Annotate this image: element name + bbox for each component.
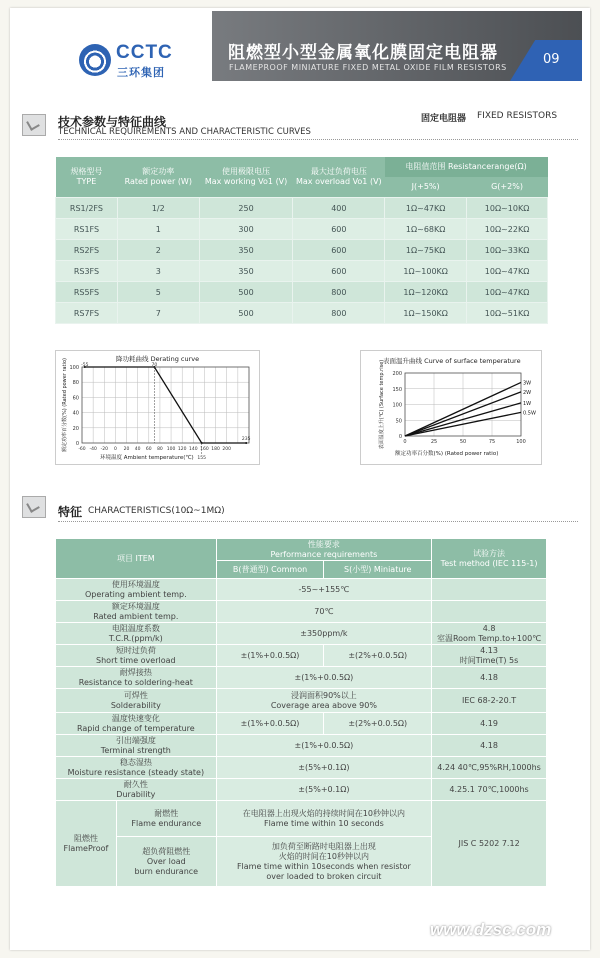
- x-tick-label: -20: [100, 447, 108, 452]
- char-test: 4.24 40℃,95%RH,1000hs: [432, 757, 547, 779]
- page-title: 阻燃型小型金属氧化膜固定电阻器: [228, 43, 498, 63]
- spec-cell: 3: [117, 261, 199, 282]
- logo-subtext: 三环集团: [117, 66, 165, 79]
- y-tick-label: 80: [72, 380, 79, 387]
- char-item: 耐焊接热 Resistance to soldering-heat: [56, 667, 217, 689]
- annotation-label: 155: [197, 456, 206, 461]
- char-row: [56, 623, 547, 645]
- char-perf: ±(1%+0.0.5Ω): [216, 667, 431, 689]
- x-tick-label: 100: [516, 439, 526, 445]
- char-row: [56, 601, 547, 623]
- spec-row: [56, 240, 548, 261]
- x-tick-label: 60: [145, 447, 152, 452]
- fixed-resistors-label-en: FIXED RESISTORS: [477, 111, 558, 121]
- char-row: [56, 689, 547, 713]
- char-test: 4.25.1 70℃,1000hs: [432, 779, 547, 801]
- spec-cell: 1Ω~100KΩ: [385, 261, 467, 282]
- spec-row: [56, 219, 548, 240]
- x-tick-label: 120: [177, 447, 187, 452]
- flameproof-label: 阻燃性 FlameProof: [56, 801, 117, 887]
- spec-cell: RS5FS: [56, 282, 118, 303]
- char-common: ±(1%+0.0.5Ω): [216, 645, 324, 667]
- y-tick-label: 40: [72, 410, 79, 417]
- spec-cell: 1Ω~47KΩ: [385, 198, 467, 219]
- page-subtitle: FLAMEPROOF MINIATURE FIXED METAL OXIDE FILM RESISTORS: [229, 63, 507, 72]
- char-perf: ±350ppm/k: [216, 623, 431, 645]
- x-tick-label: 50: [459, 439, 467, 445]
- section2-title-cn: 特征: [58, 505, 83, 519]
- char-perf: ±(1%+0.0.5Ω): [216, 735, 431, 757]
- spec-cell: 800: [293, 303, 385, 324]
- spec-cell: 10Ω~51KΩ: [467, 303, 548, 324]
- y-axis-label: 额定功率百分数(%) (Rated power ratio): [62, 358, 68, 452]
- chart-title: 降功耗曲线 Derating curve: [116, 355, 200, 363]
- flameproof-test: JIS C 5202 7.12: [432, 801, 547, 887]
- flame-endurance-perf: 在电阻器上出现火焰的持续时间在10秒钟以内 Flame time within 10 seconds: [216, 801, 431, 837]
- y-tick-label: 60: [72, 395, 79, 402]
- char-perf: ±(5%+0.1Ω): [216, 757, 431, 779]
- char-test: [432, 601, 547, 623]
- plot-frame: [82, 367, 249, 443]
- spec-cell: 300: [199, 219, 293, 240]
- perf-header: 性能要求 Performance requirements: [216, 539, 431, 561]
- data-point: [245, 442, 247, 444]
- spec-cell: RS7FS: [56, 303, 118, 324]
- logo-text: CCTC: [116, 42, 173, 63]
- spec-cell: 10Ω~47KΩ: [467, 261, 548, 282]
- x-tick-label: -40: [89, 447, 97, 452]
- logo-icon: [79, 44, 111, 76]
- derating-line: [85, 367, 246, 443]
- char-item: 使用环境温度 Operating ambient temp.: [56, 579, 217, 601]
- char-perf: 70℃: [216, 601, 431, 623]
- char-row: [56, 667, 547, 689]
- spec-cell: 5: [117, 282, 199, 303]
- series-label: 3W: [523, 380, 532, 387]
- spec-cell: 1Ω~68KΩ: [385, 219, 467, 240]
- x-tick-label: 160: [200, 447, 209, 452]
- char-item: 耐久性 Durability: [56, 779, 217, 801]
- series-label: 2W: [523, 389, 532, 396]
- char-test: 4.19: [432, 713, 547, 735]
- section-icon: [22, 496, 46, 518]
- x-tick-label: 40: [134, 447, 141, 452]
- characteristics-table: [55, 538, 547, 887]
- surface-temp-chart: [361, 351, 541, 464]
- char-test: IEC 68-2-20.T: [432, 689, 547, 713]
- spec-cell: RS3FS: [56, 261, 118, 282]
- spec-cell: 10Ω~22KΩ: [467, 219, 548, 240]
- x-tick-label: 200: [222, 447, 232, 452]
- surface-temp-chart-panel: [360, 350, 542, 465]
- spec-table: [55, 157, 548, 324]
- char-row: [56, 713, 547, 735]
- x-tick-label: 25: [430, 439, 438, 445]
- char-row: [56, 735, 547, 757]
- spec-cell: RS1FS: [56, 219, 118, 240]
- y-tick-label: 0: [75, 441, 79, 447]
- x-tick-label: 80: [157, 447, 163, 452]
- char-miniature: ±(2%+0.0.5Ω): [324, 645, 432, 667]
- char-row: [56, 645, 547, 667]
- y-tick-label: 0: [398, 434, 402, 440]
- x-axis-label: 环境温度 Ambient temperature(℃): [100, 455, 194, 461]
- derating-chart: [56, 351, 259, 464]
- y-tick-label: 100: [69, 365, 79, 371]
- char-item: 温度快速变化 Rapid change of temperature: [56, 713, 217, 735]
- spec-cell: 1: [117, 219, 199, 240]
- char-common: ±(1%+0.0.5Ω): [216, 713, 324, 735]
- y-tick-label: 20: [72, 425, 79, 432]
- spec-cell: 1/2: [117, 198, 199, 219]
- item-header: 项目 ITEM: [56, 539, 217, 579]
- spec-cell: 500: [199, 282, 293, 303]
- x-axis-label: 额定功率百分数(%) (Rated power ratio): [395, 451, 499, 457]
- col-g-header: G(+2%): [467, 177, 548, 198]
- spec-cell: 500: [199, 303, 293, 324]
- series-label: 1W: [523, 400, 532, 407]
- col-range-header: 电阻值范围 Resistancerange(Ω): [385, 157, 548, 177]
- char-perf: -55~+155℃: [216, 579, 431, 601]
- char-perf: ±(5%+0.1Ω): [216, 779, 431, 801]
- chart-title: 表面温升曲线 Curve of surface temperature: [383, 357, 521, 365]
- spec-row: [56, 198, 548, 219]
- y-tick-label: 100: [392, 402, 402, 409]
- test-header: 试验方法 Test method (IEC 115-1): [432, 539, 547, 579]
- series-label: 0.5W: [523, 410, 536, 417]
- spec-cell: 350: [199, 261, 293, 282]
- char-item: 电阻温度系数 T.C.R.(ppm/k): [56, 623, 217, 645]
- char-test: 4.8 室温Room Temp.to+100℃: [432, 623, 547, 645]
- watermark: www.dzsc.com: [430, 920, 552, 939]
- char-perf: 浸润面积90%以上 Coverage area above 90%: [216, 689, 431, 713]
- spec-cell: 350: [199, 240, 293, 261]
- spec-cell: 1Ω~75KΩ: [385, 240, 467, 261]
- spec-row: [56, 261, 548, 282]
- section2-title-en: CHARACTERISTICS(10Ω~1MΩ): [88, 506, 225, 516]
- spec-cell: RS2FS: [56, 240, 118, 261]
- spec-cell: 1Ω~120KΩ: [385, 282, 467, 303]
- char-test: 4.18: [432, 735, 547, 757]
- spec-cell: 10Ω~10KΩ: [467, 198, 548, 219]
- overload-burn-label: 超负荷阻燃性 Over load burn endurance: [116, 837, 216, 887]
- y-tick-label: 150: [392, 386, 402, 393]
- char-test: [432, 579, 547, 601]
- flame-endurance-label: 耐燃性 Flame endurance: [116, 801, 216, 837]
- col-overload-voltage-header: 最大过负荷电压 Max overload Vo1 (V): [293, 157, 385, 198]
- col-power-header: 额定功率 Rated power (W): [117, 157, 199, 198]
- x-tick-label: -60: [78, 447, 86, 452]
- char-test: 4.18: [432, 667, 547, 689]
- char-item: 可焊性 Solderability: [56, 689, 217, 713]
- spec-cell: 800: [293, 282, 385, 303]
- miniature-header: S(小型) Miniature: [324, 561, 432, 579]
- spec-cell: 600: [293, 219, 385, 240]
- divider: [58, 521, 578, 522]
- spec-cell: 1Ω~150KΩ: [385, 303, 467, 324]
- annotation-label: -55: [81, 363, 89, 368]
- char-miniature: ±(2%+0.0.5Ω): [324, 713, 432, 735]
- section-icon: [22, 114, 46, 136]
- spec-cell: 400: [293, 198, 385, 219]
- overload-burn-perf: 加负荷至断路时电阻器上出现 火焰的时间在10秒钟以内 Flame time within 10seconds when resistor over loaded to broken circuit: [216, 837, 431, 887]
- fixed-resistors-label-cn: 固定电阻器: [421, 114, 467, 124]
- char-row: [56, 757, 547, 779]
- char-row: [56, 579, 547, 601]
- x-tick-label: 75: [488, 439, 496, 445]
- char-test: 4.13 时间Time(T) 5s: [432, 645, 547, 667]
- common-header: B(普通型) Common: [216, 561, 324, 579]
- y-tick-label: 200: [392, 371, 402, 377]
- char-item: 短时过负荷 Short time overload: [56, 645, 217, 667]
- col-type-header: 规格型号 TYPE: [56, 157, 118, 198]
- section1-title-en: TECHNICAL REQUIREMENTS AND CHARACTERISTIC CURVES: [58, 127, 311, 137]
- spec-cell: 250: [199, 198, 293, 219]
- x-tick-label: 0: [113, 447, 117, 452]
- spec-cell: 600: [293, 261, 385, 282]
- spec-cell: 10Ω~47KΩ: [467, 282, 548, 303]
- spec-row: [56, 303, 548, 324]
- x-tick-label: 20: [123, 447, 130, 452]
- spec-row: [56, 282, 548, 303]
- spec-cell: 600: [293, 240, 385, 261]
- annotation-label: 235: [241, 437, 251, 442]
- col-j-header: J(+5%): [385, 177, 467, 198]
- section1-title-cn: 技术参数与特征曲线: [58, 115, 167, 129]
- y-tick-label: 50: [395, 418, 402, 425]
- x-tick-label: 100: [166, 447, 176, 452]
- divider: [58, 139, 578, 140]
- spec-cell: RS1/2FS: [56, 198, 118, 219]
- spec-cell: 7: [117, 303, 199, 324]
- derating-chart-panel: [55, 350, 260, 465]
- col-working-voltage-header: 使用极限电压 Max working Vo1 (V): [199, 157, 293, 198]
- annotation-label: 70: [151, 363, 158, 368]
- char-row: [56, 779, 547, 801]
- spec-cell: 2: [117, 240, 199, 261]
- page-number: 09: [543, 52, 560, 67]
- x-tick-label: 140: [189, 447, 198, 452]
- char-item: 引出端强度 Terminal strength: [56, 735, 217, 757]
- y-axis-label: 表面温度上升(℃) (Surface temp.rise): [379, 359, 385, 450]
- char-item: 额定环境温度 Rated ambient temp.: [56, 601, 217, 623]
- char-item: 稳态湿热 Moisture resistance (steady state): [56, 757, 217, 779]
- x-tick-label: 180: [211, 447, 220, 452]
- x-tick-label: 0: [403, 439, 407, 445]
- spec-cell: 10Ω~33KΩ: [467, 240, 548, 261]
